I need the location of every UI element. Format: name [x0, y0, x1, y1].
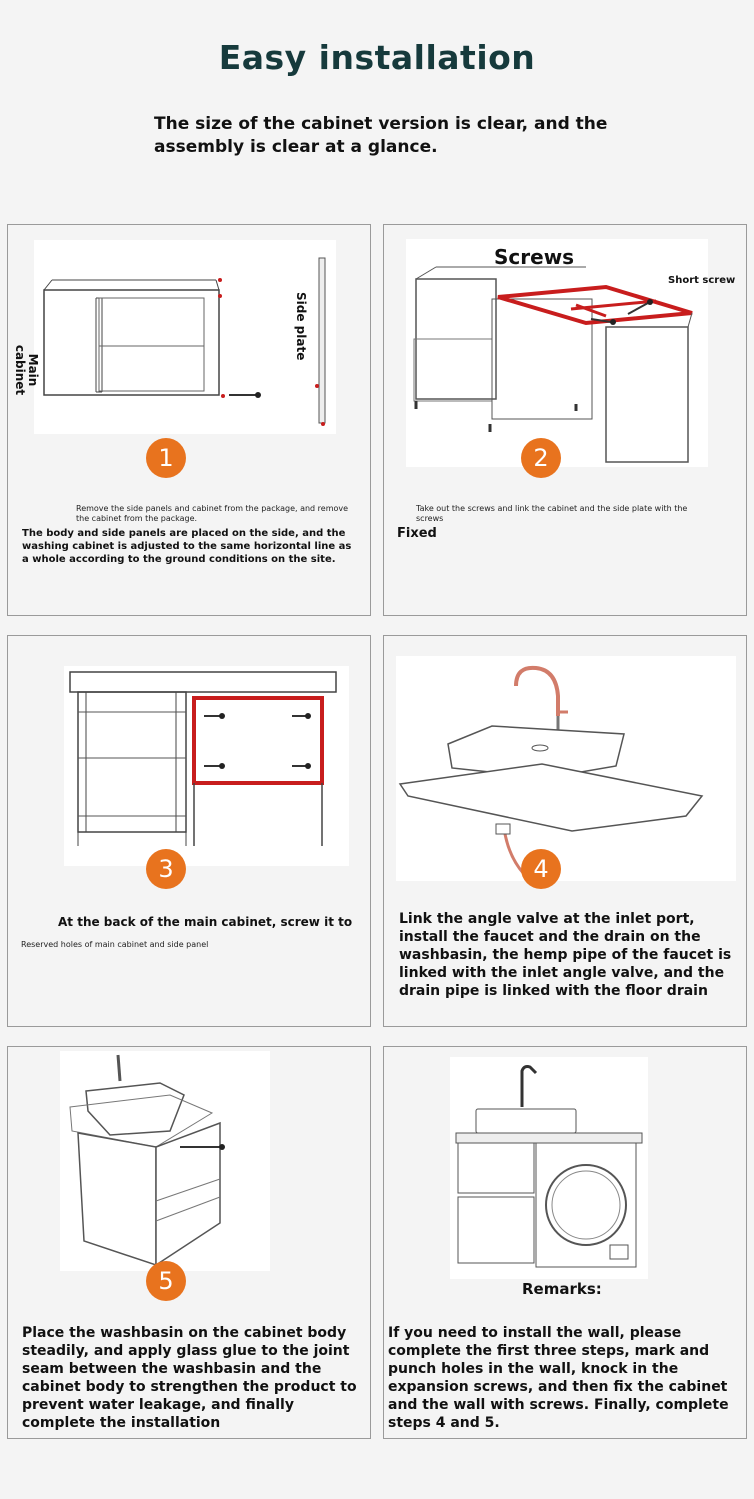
step-2-illustration [406, 239, 736, 467]
step-5-illustration [60, 1051, 270, 1271]
step-1-illustration [13, 240, 336, 434]
side-plate-label: Side plate [294, 292, 308, 361]
remarks-title: Remarks: [522, 1280, 602, 1298]
step-3-small-text: Reserved holes of main cabinet and side panel [21, 940, 209, 949]
step-2-badge: 2 [521, 438, 561, 478]
remarks-card [383, 1046, 747, 1439]
basin-faucet-drawing [396, 656, 736, 881]
step-5-body-text: Place the washbasin on the cabinet body steadily, and apply glass glue to the joint seam between the washbasin and the cabinet body to strengthen the product to prevent water leakage, and finally complete the installation [22, 1325, 357, 1431]
step-2-small-text: Take out the screws and link the cabinet and the side plate with the screws [416, 504, 688, 523]
step-3-badge: 3 [146, 849, 186, 889]
step-1-body-text: The body and side panels are placed on the side, and the washing cabinet is adjusted to the same horizontal line as a whole according to the ground conditions on the site. [22, 528, 352, 565]
step-card-2 [383, 224, 747, 616]
cabinet-side-plate-drawing [34, 240, 336, 434]
page-subtitle: The size of the cabinet version is clear, and the assembly is clear at a glance. [154, 114, 608, 157]
step-3-illustration [64, 666, 349, 866]
remarks-illustration [450, 1057, 648, 1279]
remarks-body-text: If you need to install the wall, please complete the first three steps, mark and punch holes in the wall, knock in the expansion screws, and then fix the cabinet and the wall with screws. Finally, complete steps 4 and 5. [388, 1325, 729, 1431]
step-card-3 [7, 635, 371, 1027]
cabinet-back-drawing [64, 666, 349, 866]
step-4-illustration [396, 656, 736, 881]
cabinet-screws-drawing [406, 239, 708, 467]
step-card-5 [7, 1046, 371, 1439]
screws-label: Screws [494, 245, 575, 269]
step-card-4 [383, 635, 747, 1027]
main-cabinet-label: Main cabinet [13, 344, 40, 396]
step-1-badge: 1 [146, 438, 186, 478]
step-card-1 [7, 224, 371, 616]
step-3-body-text: At the back of the main cabinet, screw it to [58, 915, 353, 929]
page-title: Easy installation [218, 38, 536, 77]
step-4-badge: 4 [521, 849, 561, 889]
step-4-body-text: Link the angle valve at the inlet port, install the faucet and the drain on the washbasin, the hemp pipe of the faucet is linked with the inlet angle valve, and the drain pipe is linked with the floor drain [399, 911, 732, 999]
cabinet-washer-drawing [450, 1057, 648, 1279]
short-screw-label: Short screw [668, 275, 736, 286]
step-2-body-text: Fixed [397, 526, 437, 541]
basin-on-cabinet-drawing [60, 1051, 270, 1271]
step-5-badge: 5 [146, 1261, 186, 1301]
step-1-small-text: Remove the side panels and cabinet from the package, and remove the cabinet from the package. [76, 504, 349, 523]
